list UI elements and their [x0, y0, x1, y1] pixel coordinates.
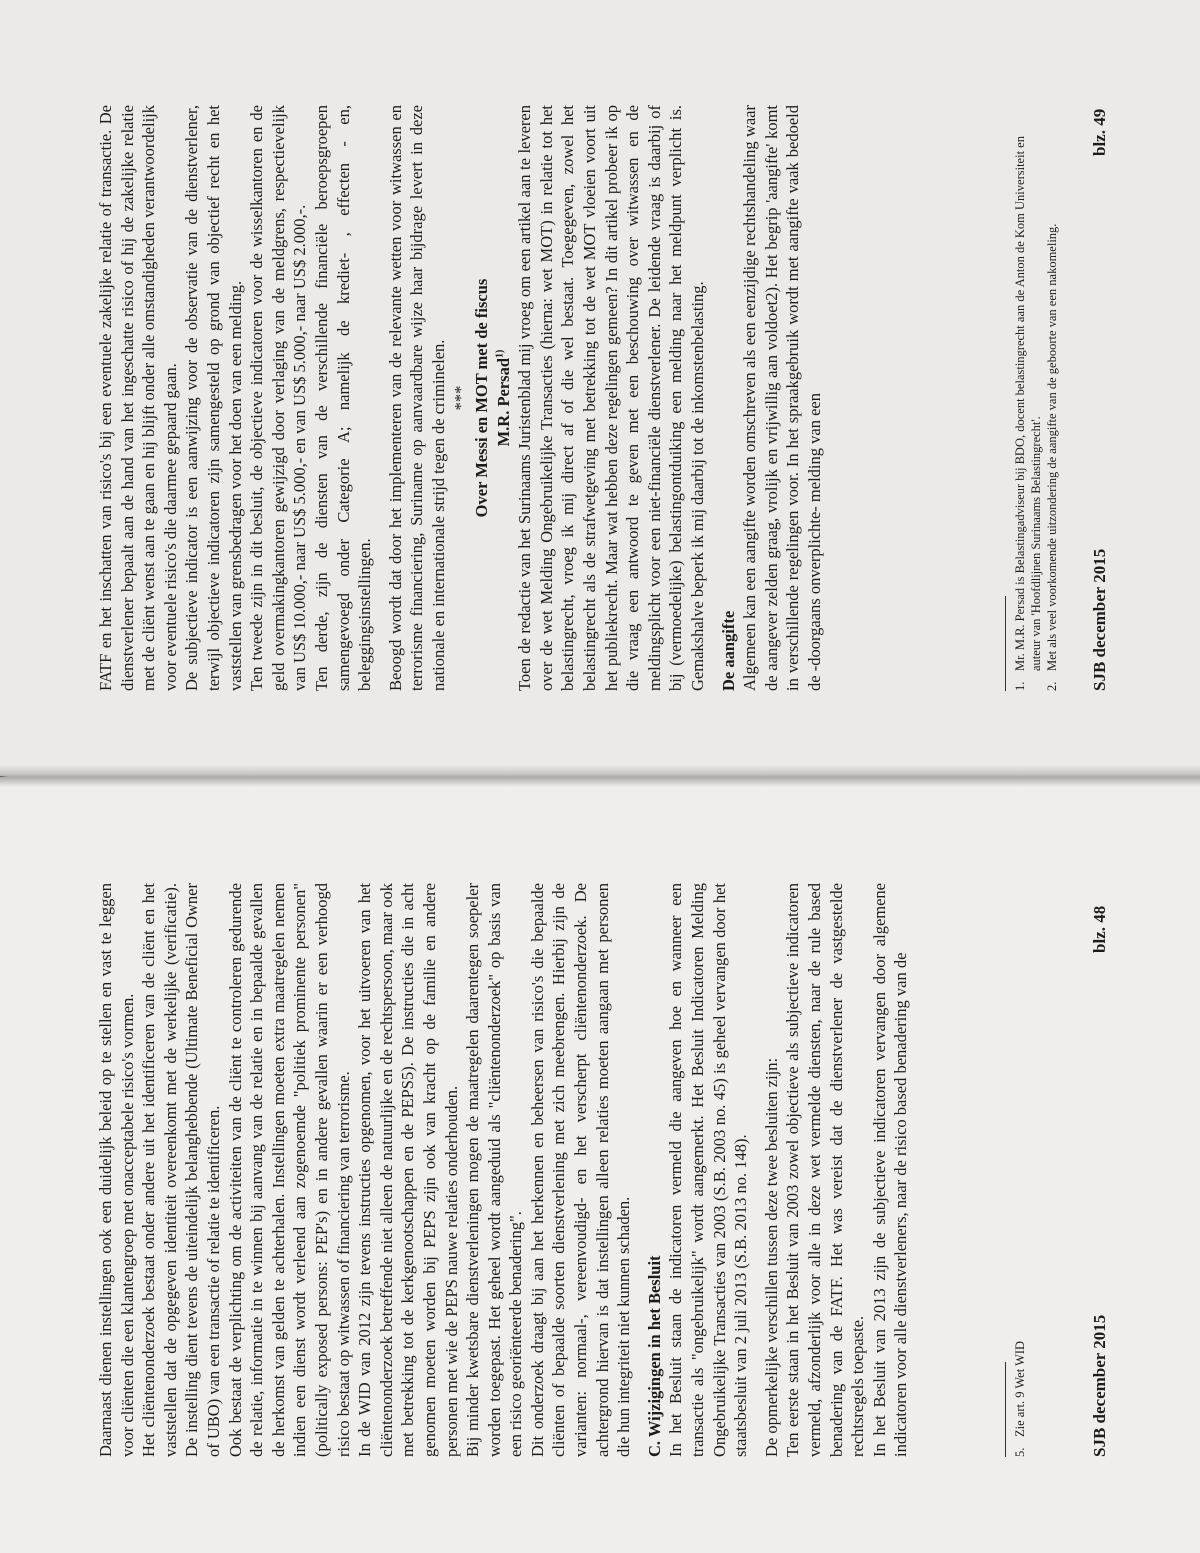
paragraph: Beoogd wordt dat door het implementeren van de relevante wetten voor witwassen en terrorisme financiering, Suriname op aanvaardbare wijze haar bijdrage levert in deze nationale en internationale strijd tegen de criminelen. [385, 105, 448, 691]
section-heading-aangifte: De aangifte [718, 610, 738, 691]
paragraph: In het Besluit staan de indicatoren vermeld die aangeven hoe en wanneer een transactie als "ongebruikelijk" wordt aangemerkt. Het Besluit Indicatoren Melding Ongebruikelijke Transacties van 2003 (S.B. 2003 no. 45) is geheel vervangen door het staatsbesluit van 2 juli 2013 (S.B. 2013 no. 148). [666, 883, 751, 1457]
article-author [493, 105, 515, 691]
journal-footer: SJB december 2015 [1090, 548, 1109, 691]
footnote [1044, 105, 1060, 691]
journal-footer: SJB december 2015 [1090, 1314, 1109, 1457]
author-name: M.R. Persad [493, 357, 513, 447]
paragraph: De subjectieve indicator is een aanwijzing voor de observatie van de dienstverlener, terwijl objectieve indicatoren zijn samengesteld op grond van objectief recht en het vaststellen van grensbedragen voor het doen van een melding. [182, 105, 245, 691]
paragraph: In het Besluit van 2013 zijn de subjectieve indicatoren vervangen door algemene indicatoren voor alle dienstverleners, naar de risico based benadering van de [869, 883, 911, 1457]
footnote-number: 5. [1013, 1447, 1027, 1457]
footnote-number: 1. [1013, 681, 1027, 691]
footnote-text: Mr. M.R. Persad is Belastingadviseur bij BDO, docent belastingrecht aan de Anton de Kom Universiteit en auteur van 'Hoofdlijnen Surinaams Belastingrecht'. [1013, 136, 1043, 671]
page-number: blz. 49 [1090, 108, 1109, 156]
paragraph: In de WID van 2012 zijn tevens instructies opgenomen, voor het uitvoeren van het cliëntenonderzoek betreffende niet alleen de natuurlijke en de rechtspersoon, maar ook met betrekking tot de kerkgenootschappen en de PEPS5). De instructies die in acht genomen moeten worden bij PEPS zijn ook van kracht op de familie en andere personen met wie de PEPS nauwe relaties onderhouden. [355, 883, 461, 1457]
footnote [1012, 105, 1044, 691]
paragraph: Dit onderzoek draagt bij aan het herkennen en beheersen van risico's die bepaalde cliënten of bepaalde soorten dienstverlening met zich meebrengen. Hierbij zijn de varianten: normaal-, vereenvoudigd- en het verscherpt cliëntenonderzoek. De achtergrond hiervan is dat instellingen alleen relaties moeten aangaan met personen die hun integriteit niet kunnen schaden. [527, 883, 634, 1457]
paragraph: Algemeen kan een aangifte worden omschreven als een eenzijdige rechtshandeling waar de aangever zelden graag, vrolijk en vrijwillig aan voldoet2). Het begrip 'aangifte' komt in verschillende regelingen voor. In het spraakgebruik wordt met aangifte vaak bedoeld de -doorgaans onverplichte- melding van een [740, 105, 824, 691]
article-title: Over Messi en MOT met de fiscus [472, 278, 492, 518]
paragraph: FATF en het inschatten van risico's bij een eventuele zakelijke relatie of transactie. De dienstverlener bepaalt aan de hand van het ingeschatte risico of hij de zakelijke relatie met de cliënt wenst aan te gaan en hij blijft onder alle omstandigheden verantwoordelijk voor eventuele risico's die daarmee gepaard gaan. [96, 105, 180, 691]
footnote-number: 2. [1045, 681, 1059, 691]
paragraph: Ten tweede zijn in dit besluit, de objectieve indicatoren voor de wisselkantoren en de geld overmakingkantoren gewijzigd door verlaging van de meldgrens, respectievelijk van US$ 10.000,- naar US$ 5.000,- en van US$ 5.000,- naar US$ 2.000,-. [247, 105, 310, 691]
left-page-body [95, 883, 912, 1457]
author-footnote-ref: 1) [494, 349, 506, 358]
footnotes [1012, 882, 1028, 1457]
footnote-divider [1005, 1362, 1006, 1457]
section-separator: *** [450, 385, 470, 411]
right-page-body [95, 105, 826, 691]
right-page [0, 0, 1200, 776]
footnote-divider [1005, 596, 1006, 691]
paragraph: Ten derde, zijn de diensten van de verschillende financiële beroepsgroepen samengevoegd onder Categorie A; namelijk de krediet- , effecten - en, beleggingsinstellingen. [311, 105, 375, 691]
paragraph: De opmerkelijke verschillen tussen deze twee besluiten zijn: [761, 1057, 781, 1457]
footnote-text: Zie art. 9 Wet WID [1013, 1340, 1027, 1437]
book-gutter-shadow [0, 765, 1200, 787]
footnotes [1012, 105, 1060, 691]
page-number: blz. 48 [1090, 905, 1109, 953]
footnote-text: Met als veel voorkomende uitzondering de aangifte van de geboorte van een nakomeling. [1045, 223, 1059, 671]
paragraph: Bij minder kwetsbare dienstverleningen mogen de maatregelen daarentegen soepeler worden toegepast. Het geheel wordt aangeduid als "cliëntenonderzoek" op basis van een risico georiënteerde benadering". [463, 883, 526, 1457]
paragraph: Toen de redactie van het Surinaams Juristenblad mij vroeg om een artikel aan te leveren over de wet Melding Ongebruikelijke Transacties (hierna: wet MOT) in relatie tot het belastingrecht, vroeg ik mij direct af of die wel bestaat. Toegegeven, zowel het belastingrecht als de strafwetgeving met betrekking tot de wet MOT vloeien voort uit het publiekrecht. Maar wat hebben deze regelingen gemeen? In dit artikel probeer ik op die vraag een antwoord te geven met een beschouwing over witwassen en de meldingsplicht voor een niet-financiële dienstverlener. De leidende vraag is daarbij of bij (vermoedelijke) belastingontduiking een melding naar het meldpunt verplicht is. Gemakshalve beperk ik mij daarbij tot de inkomstenbelasting. [515, 105, 708, 691]
paragraph: Het cliëntenonderzoek bestaat onder andere uit het identificeren van de cliënt en het vaststellen dat de opgegeven identiteit overeenkomt met de werkelijke (verificatie). De instelling dient tevens de uiteindelijk belanghebbende (Ultimate Beneficial Owner of UBO) van een transactie of relatie te identificeren. [139, 883, 223, 1457]
footnote [1012, 882, 1028, 1457]
paragraph: Ook bestaat de verplichting om de activiteiten van de cliënt te controleren gedurende de relatie, informatie in te winnen bij aanvang van de relatie en in bepaalde gevallen de herkomst van gelden te achterhalen. Instellingen moeten extra maatregelen nemen indien een dienst wordt verleend aan zogenoemde "politiek prominente personen" (politically exposed persons: PEP's) en in andere gevallen waarin er een verhoogd risico bestaat op witwassen of financiering van terrorisme. [225, 883, 353, 1457]
left-page [0, 777, 1200, 1553]
paragraph: Ten eerste staan in het Besluit van 2003 zowel objectieve als subjectieve indicatoren vermeld, afzonderlijk voor alle in deze wet vermelde diensten, naar de rule based benadering van de FATF. Het was vereist dat de dienstverlener de vastgestelde rechtsregels toepaste. [783, 883, 868, 1457]
paragraph: Daarnaast dienen instellingen ook een duidelijk beleid op te stellen en vast te leggen voor cliënten die een klantengroep met onacceptabele risico's vormen. [96, 883, 137, 1457]
section-heading-c: C. Wijzigingen in het Besluit [644, 1255, 664, 1457]
